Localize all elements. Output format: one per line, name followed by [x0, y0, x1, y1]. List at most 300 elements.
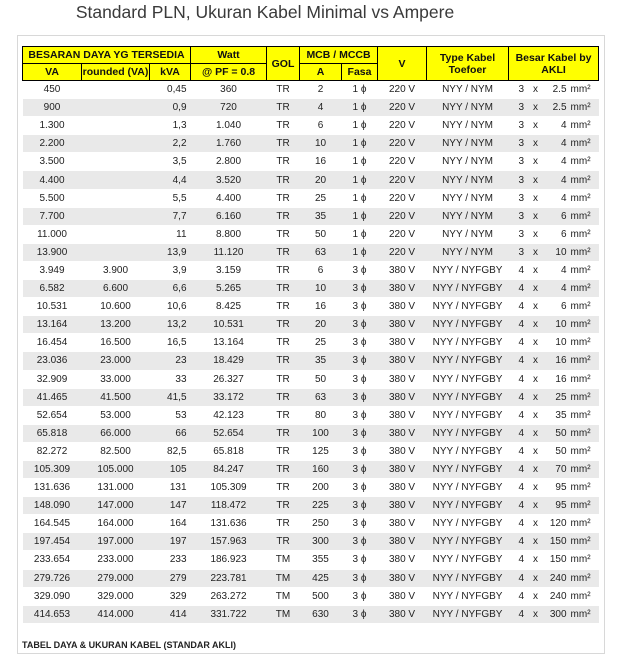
size-unit: mm²: [570, 464, 591, 476]
cell-watt: 5.265: [191, 280, 267, 298]
cell-rounded: [82, 207, 150, 225]
cell-fasa: 1 ϕ: [342, 189, 378, 207]
size-cores: 3: [518, 102, 525, 114]
size-cores: 3: [518, 138, 525, 150]
cell-a: 35: [300, 352, 342, 370]
cell-fasa: 3 ϕ: [342, 298, 378, 316]
cell-type: NYY / NYFGBY: [427, 261, 509, 279]
size-unit: mm²: [570, 427, 591, 439]
size-times: x: [533, 445, 539, 457]
cell-watt: 18.429: [191, 352, 267, 370]
cell-gol: TM: [267, 587, 300, 605]
cell-kva: 329: [150, 587, 191, 605]
cell-rounded: [82, 99, 150, 117]
cell-v: 380 V: [378, 605, 427, 623]
cell-v: 220 V: [378, 189, 427, 207]
size-unit: mm²: [570, 608, 591, 620]
size-cross-section: 300: [549, 608, 567, 620]
size-cross-section: 4: [560, 192, 567, 204]
header-type-kabel-line2: Toefoer: [448, 63, 487, 76]
cell-fasa: 3 ϕ: [342, 316, 378, 334]
size-unit: mm²: [570, 102, 591, 114]
cell-fasa: 1 ϕ: [342, 135, 378, 153]
cell-watt: 65.818: [191, 442, 267, 460]
size-cross-section: 6: [560, 210, 567, 222]
cell-a: 16: [300, 298, 342, 316]
cell-rounded: 6.600: [82, 280, 150, 298]
cell-fasa: 1 ϕ: [342, 117, 378, 135]
cell-rounded: [82, 243, 150, 261]
size-cross-section: 150: [549, 554, 567, 566]
size-cores: 4: [518, 355, 525, 367]
cell-gol: TR: [267, 135, 300, 153]
cell-kva: 197: [150, 533, 191, 551]
cell-type: NYY / NYFGBY: [427, 280, 509, 298]
size-cross-section: 70: [555, 464, 567, 476]
cell-gol: TR: [267, 388, 300, 406]
cell-size: [509, 243, 599, 261]
header-besar-kabel: [509, 47, 599, 81]
cell-watt: 3.159: [191, 261, 267, 279]
cell-a: 200: [300, 479, 342, 497]
cell-kva: 3,9: [150, 261, 191, 279]
cell-v: 380 V: [378, 298, 427, 316]
cell-rounded: 23.000: [82, 352, 150, 370]
cell-gol: TR: [267, 207, 300, 225]
size-cross-section: 25: [555, 391, 567, 403]
cell-kva: 6,6: [150, 280, 191, 298]
size-unit: mm²: [570, 319, 591, 331]
size-cross-section: 6: [560, 228, 567, 240]
cell-fasa: 3 ϕ: [342, 388, 378, 406]
cell-a: 425: [300, 569, 342, 587]
size-cores: 4: [518, 518, 525, 530]
table-row: [23, 207, 599, 225]
size-times: x: [533, 464, 539, 476]
cell-v: 380 V: [378, 261, 427, 279]
cell-a: 250: [300, 515, 342, 533]
cell-kva: 5,5: [150, 189, 191, 207]
size-times: x: [533, 500, 539, 512]
cell-gol: TR: [267, 533, 300, 551]
header-va: VA: [23, 64, 82, 81]
size-cores: 4: [518, 391, 525, 403]
size-cores: 4: [518, 590, 525, 602]
cell-type: NYY / NYFGBY: [427, 406, 509, 424]
cell-watt: 26.327: [191, 370, 267, 388]
table-row: [23, 497, 599, 515]
cell-type: NYY / NYFGBY: [427, 479, 509, 497]
cell-a: 20: [300, 316, 342, 334]
cell-watt: 105.309: [191, 479, 267, 497]
size-unit: mm²: [570, 120, 591, 132]
cell-size: [509, 189, 599, 207]
cell-va: 1.300: [23, 117, 82, 135]
cell-fasa: 1 ϕ: [342, 99, 378, 117]
cell-type: NYY / NYM: [427, 99, 509, 117]
cell-fasa: 1 ϕ: [342, 171, 378, 189]
size-cores: 3: [518, 210, 525, 222]
cell-va: 450: [23, 81, 82, 99]
header-mcb: MCB / MCCB: [300, 47, 378, 64]
header-besar-kabel-line2: AKLI: [541, 63, 566, 76]
table-row: [23, 171, 599, 189]
cell-gol: TM: [267, 569, 300, 587]
cell-va: 148.090: [23, 497, 82, 515]
cell-gol: TR: [267, 261, 300, 279]
size-unit: mm²: [570, 301, 591, 313]
cell-watt: 42.123: [191, 406, 267, 424]
cell-va: 5.500: [23, 189, 82, 207]
size-cores: 4: [518, 427, 525, 439]
cell-size: [509, 153, 599, 171]
cell-rounded: 164.000: [82, 515, 150, 533]
table-row: [23, 370, 599, 388]
cell-kva: 414: [150, 605, 191, 623]
cell-v: 220 V: [378, 207, 427, 225]
size-unit: mm²: [570, 590, 591, 602]
size-cores: 4: [518, 572, 525, 584]
table-row: [23, 605, 599, 623]
cell-va: 65.818: [23, 424, 82, 442]
table-row: [23, 135, 599, 153]
size-cross-section: 50: [555, 427, 567, 439]
cell-size: [509, 261, 599, 279]
cell-a: 500: [300, 587, 342, 605]
cell-size: [509, 280, 599, 298]
size-cross-section: 16: [555, 373, 567, 385]
size-times: x: [533, 608, 539, 620]
table-row: [23, 225, 599, 243]
cell-size: [509, 316, 599, 334]
cell-fasa: 1 ϕ: [342, 153, 378, 171]
cell-va: 4.400: [23, 171, 82, 189]
header-gol: GOL: [267, 47, 300, 81]
header-kva: kVA: [150, 64, 191, 81]
header-watt: Watt: [191, 47, 267, 64]
cell-size: [509, 406, 599, 424]
cell-type: NYY / NYM: [427, 153, 509, 171]
cell-kva: 82,5: [150, 442, 191, 460]
cell-v: 380 V: [378, 569, 427, 587]
table-row: [23, 515, 599, 533]
cell-a: 50: [300, 370, 342, 388]
header-besar-kabel-line1: Besar Kabel by: [515, 51, 592, 64]
size-cross-section: 120: [549, 518, 567, 530]
cell-rounded: [82, 135, 150, 153]
cell-watt: 186.923: [191, 551, 267, 569]
cell-rounded: [82, 171, 150, 189]
header-fasa: Fasa: [342, 64, 378, 81]
size-unit: mm²: [570, 264, 591, 276]
cell-type: NYY / NYM: [427, 81, 509, 99]
cell-va: 10.531: [23, 298, 82, 316]
cell-va: 105.309: [23, 460, 82, 478]
cell-v: 380 V: [378, 533, 427, 551]
size-cores: 4: [518, 482, 525, 494]
header-a: A: [300, 64, 342, 81]
size-unit: mm²: [570, 536, 591, 548]
cell-size: [509, 587, 599, 605]
size-unit: mm²: [570, 174, 591, 186]
size-times: x: [533, 264, 539, 276]
cell-size: [509, 370, 599, 388]
table-row: [23, 189, 599, 207]
size-cores: 4: [518, 301, 525, 313]
cell-watt: 720: [191, 99, 267, 117]
cell-fasa: 3 ϕ: [342, 334, 378, 352]
cell-a: 630: [300, 605, 342, 623]
size-times: x: [533, 337, 539, 349]
size-unit: mm²: [570, 373, 591, 385]
cell-a: 225: [300, 497, 342, 515]
cell-gol: TR: [267, 117, 300, 135]
cell-type: NYY / NYFGBY: [427, 352, 509, 370]
cell-watt: 1.040: [191, 117, 267, 135]
cell-size: [509, 551, 599, 569]
size-times: x: [533, 102, 539, 114]
cell-kva: 23: [150, 352, 191, 370]
cell-size: [509, 298, 599, 316]
cell-rounded: 13.200: [82, 316, 150, 334]
size-cores: 4: [518, 319, 525, 331]
cell-v: 220 V: [378, 171, 427, 189]
cell-watt: 4.400: [191, 189, 267, 207]
header-type-kabel: [427, 47, 509, 81]
cell-rounded: 131.000: [82, 479, 150, 497]
cell-v: 380 V: [378, 479, 427, 497]
cell-rounded: [82, 153, 150, 171]
cell-fasa: 3 ϕ: [342, 533, 378, 551]
cell-v: 380 V: [378, 587, 427, 605]
cell-va: 13.900: [23, 243, 82, 261]
cell-rounded: 66.000: [82, 424, 150, 442]
cell-size: [509, 533, 599, 551]
cell-size: [509, 515, 599, 533]
cell-gol: TR: [267, 334, 300, 352]
cell-kva: 279: [150, 569, 191, 587]
cell-va: 3.949: [23, 261, 82, 279]
cell-fasa: 3 ϕ: [342, 497, 378, 515]
size-unit: mm²: [570, 554, 591, 566]
cell-v: 380 V: [378, 352, 427, 370]
cell-type: NYY / NYFGBY: [427, 460, 509, 478]
cell-fasa: 3 ϕ: [342, 605, 378, 623]
cell-a: 35: [300, 207, 342, 225]
size-cores: 4: [518, 445, 525, 457]
cell-type: NYY / NYFGBY: [427, 533, 509, 551]
cell-type: NYY / NYM: [427, 207, 509, 225]
cell-va: 233.654: [23, 551, 82, 569]
cell-v: 220 V: [378, 117, 427, 135]
cell-kva: 11: [150, 225, 191, 243]
size-times: x: [533, 283, 539, 295]
table-row: [23, 280, 599, 298]
cell-a: 10: [300, 135, 342, 153]
cell-va: 6.582: [23, 280, 82, 298]
size-unit: mm²: [570, 572, 591, 584]
cell-v: 380 V: [378, 515, 427, 533]
cell-kva: 41,5: [150, 388, 191, 406]
size-cross-section: 95: [555, 482, 567, 494]
header-pf: @ PF = 0.8: [191, 64, 267, 81]
size-cores: 3: [518, 192, 525, 204]
cell-a: 4: [300, 99, 342, 117]
cell-type: NYY / NYM: [427, 225, 509, 243]
header-rounded: rounded (VA): [82, 64, 150, 81]
cell-watt: 10.531: [191, 316, 267, 334]
cell-fasa: 3 ϕ: [342, 424, 378, 442]
size-unit: mm²: [570, 391, 591, 403]
cell-kva: 33: [150, 370, 191, 388]
cell-kva: 16,5: [150, 334, 191, 352]
cell-type: NYY / NYFGBY: [427, 605, 509, 623]
cell-watt: 118.472: [191, 497, 267, 515]
cell-type: NYY / NYFGBY: [427, 587, 509, 605]
size-times: x: [533, 246, 539, 258]
cell-rounded: [82, 81, 150, 99]
size-cross-section: 50: [555, 445, 567, 457]
size-unit: mm²: [570, 337, 591, 349]
cell-a: 100: [300, 424, 342, 442]
cell-gol: TR: [267, 442, 300, 460]
table-row: [23, 316, 599, 334]
size-times: x: [533, 373, 539, 385]
table-header: [23, 47, 599, 81]
cell-size: [509, 388, 599, 406]
size-unit: mm²: [570, 84, 591, 96]
cell-gol: TR: [267, 171, 300, 189]
size-cross-section: 16: [555, 355, 567, 367]
size-times: x: [533, 572, 539, 584]
cell-a: 6: [300, 117, 342, 135]
size-cores: 3: [518, 120, 525, 132]
cell-v: 220 V: [378, 243, 427, 261]
cell-v: 220 V: [378, 99, 427, 117]
cell-va: 900: [23, 99, 82, 117]
size-unit: mm²: [570, 445, 591, 457]
cell-rounded: 147.000: [82, 497, 150, 515]
size-unit: mm²: [570, 228, 591, 240]
cell-kva: 2,2: [150, 135, 191, 153]
cell-v: 220 V: [378, 135, 427, 153]
cell-rounded: 105.000: [82, 460, 150, 478]
cell-watt: 157.963: [191, 533, 267, 551]
cell-type: NYY / NYFGBY: [427, 370, 509, 388]
size-unit: mm²: [570, 500, 591, 512]
cell-type: NYY / NYFGBY: [427, 388, 509, 406]
cell-a: 50: [300, 225, 342, 243]
cell-a: 80: [300, 406, 342, 424]
cell-size: [509, 442, 599, 460]
table-row: [23, 569, 599, 587]
cell-rounded: [82, 117, 150, 135]
cell-fasa: 1 ϕ: [342, 225, 378, 243]
cell-gol: TR: [267, 370, 300, 388]
size-cores: 4: [518, 500, 525, 512]
size-times: x: [533, 84, 539, 96]
cell-type: NYY / NYM: [427, 117, 509, 135]
cell-watt: 2.800: [191, 153, 267, 171]
cell-a: 16: [300, 153, 342, 171]
size-times: x: [533, 301, 539, 313]
cell-v: 380 V: [378, 334, 427, 352]
cell-v: 380 V: [378, 460, 427, 478]
cell-v: 380 V: [378, 316, 427, 334]
size-cores: 3: [518, 156, 525, 168]
cell-rounded: 53.000: [82, 406, 150, 424]
cell-gol: TR: [267, 225, 300, 243]
cell-va: 2.200: [23, 135, 82, 153]
cell-size: [509, 605, 599, 623]
cell-fasa: 3 ϕ: [342, 587, 378, 605]
cell-kva: 13,2: [150, 316, 191, 334]
cell-a: 125: [300, 442, 342, 460]
cell-watt: 8.800: [191, 225, 267, 243]
size-times: x: [533, 210, 539, 222]
cell-kva: 4,4: [150, 171, 191, 189]
cell-kva: 10,6: [150, 298, 191, 316]
cell-a: 160: [300, 460, 342, 478]
size-cross-section: 4: [560, 120, 567, 132]
cell-rounded: [82, 225, 150, 243]
cell-kva: 105: [150, 460, 191, 478]
cell-size: [509, 135, 599, 153]
cell-size: [509, 171, 599, 189]
cell-watt: 84.247: [191, 460, 267, 478]
cell-va: 279.726: [23, 569, 82, 587]
cell-fasa: 3 ϕ: [342, 569, 378, 587]
cell-va: 11.000: [23, 225, 82, 243]
cell-gol: TR: [267, 406, 300, 424]
size-unit: mm²: [570, 518, 591, 530]
size-times: x: [533, 228, 539, 240]
cell-v: 380 V: [378, 497, 427, 515]
cell-type: NYY / NYFGBY: [427, 298, 509, 316]
size-times: x: [533, 554, 539, 566]
cell-v: 380 V: [378, 388, 427, 406]
cell-v: 220 V: [378, 153, 427, 171]
cell-gol: TR: [267, 479, 300, 497]
cell-va: 41.465: [23, 388, 82, 406]
cell-type: NYY / NYM: [427, 189, 509, 207]
cell-a: 6: [300, 261, 342, 279]
size-cores: 3: [518, 174, 525, 186]
cell-watt: 223.781: [191, 569, 267, 587]
cell-size: [509, 497, 599, 515]
cell-watt: 11.120: [191, 243, 267, 261]
size-cross-section: 10: [555, 337, 567, 349]
cell-size: [509, 569, 599, 587]
cell-kva: 1,3: [150, 117, 191, 135]
cell-fasa: 3 ϕ: [342, 551, 378, 569]
cell-v: 380 V: [378, 370, 427, 388]
cell-va: 7.700: [23, 207, 82, 225]
cell-a: 355: [300, 551, 342, 569]
cell-size: [509, 479, 599, 497]
cell-fasa: 3 ϕ: [342, 442, 378, 460]
cell-type: NYY / NYFGBY: [427, 424, 509, 442]
cell-fasa: 1 ϕ: [342, 81, 378, 99]
cell-va: 32.909: [23, 370, 82, 388]
size-cores: 3: [518, 246, 525, 258]
cell-size: [509, 207, 599, 225]
cell-kva: 0,9: [150, 99, 191, 117]
table-row: [23, 424, 599, 442]
cell-watt: 1.760: [191, 135, 267, 153]
cell-size: [509, 225, 599, 243]
cell-watt: 360: [191, 81, 267, 99]
